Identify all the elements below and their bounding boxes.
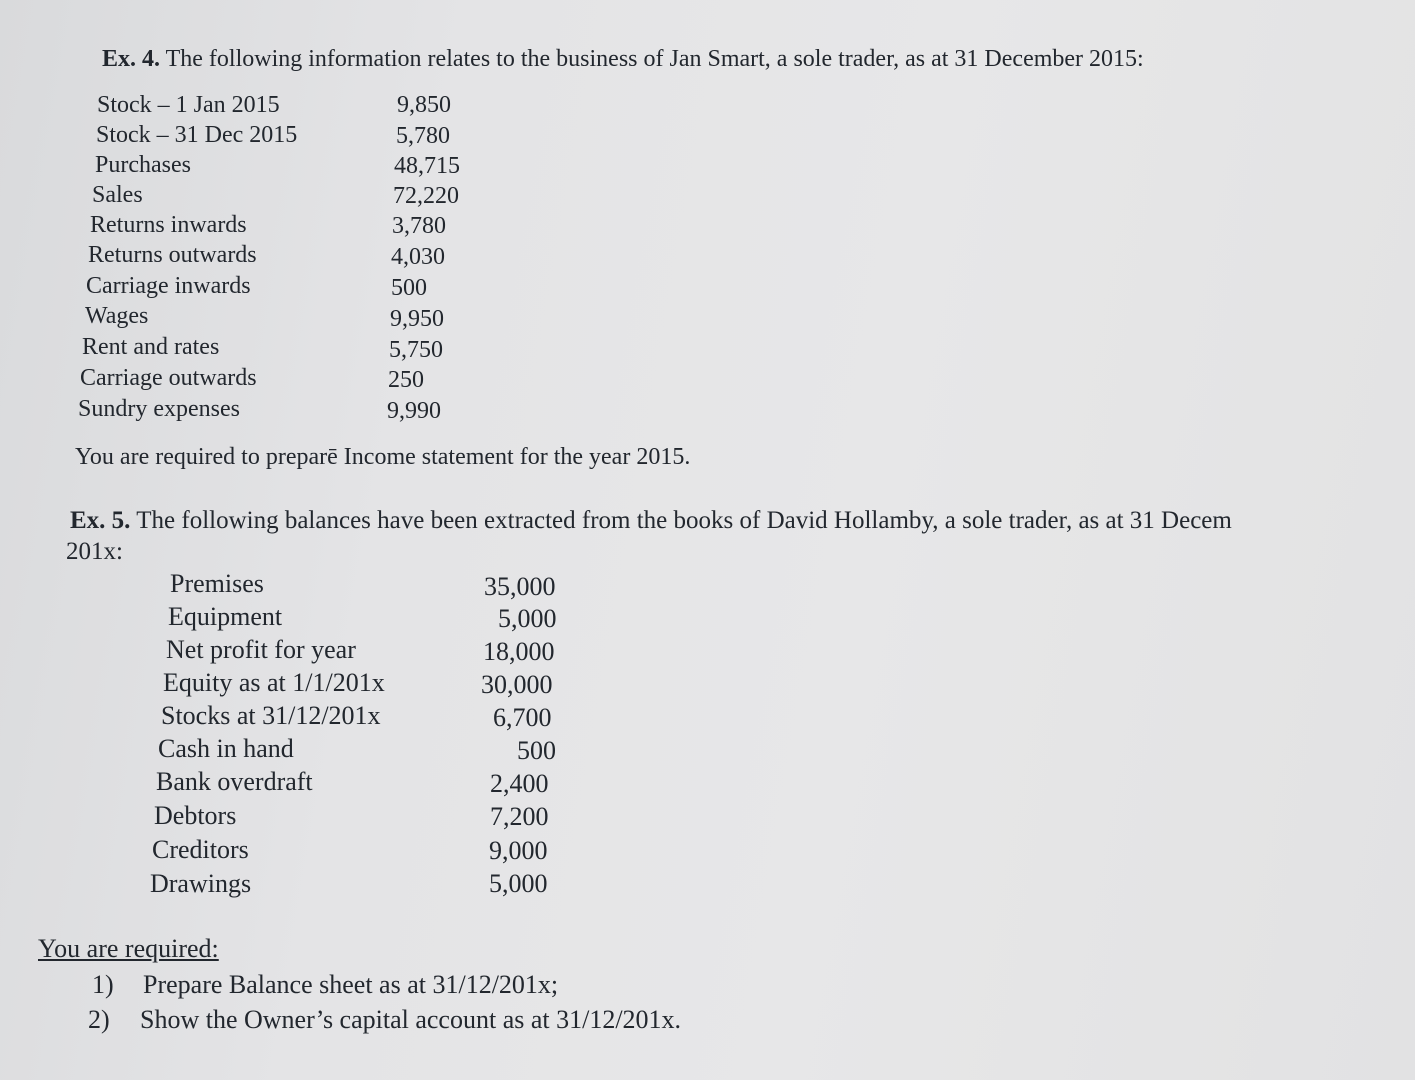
ex4-item-value: 9,950 [390, 306, 444, 332]
ex4-item-value: 9,850 [397, 92, 451, 118]
ex5-item-value: 5,000 [489, 869, 548, 898]
ex5-task-number: 1) [92, 970, 114, 999]
ex4-item-value: 5,780 [396, 123, 450, 149]
ex4-item-value: 72,220 [393, 183, 459, 209]
ex4-requirement: You are required to preparē Income statement for the year 2015. [75, 444, 691, 470]
ex5-item-value: 9,000 [489, 836, 548, 865]
ex5-item-label: Stocks at 31/12/201x [161, 701, 381, 730]
ex5-item-value: 7,200 [490, 802, 549, 831]
ex5-item-value: 18,000 [483, 637, 555, 666]
ex5-item-label: Debtors [154, 801, 237, 830]
ex4-item-label: Sales [92, 182, 143, 208]
ex5-task-text: Show the Owner’s capital account as at 31/12/201x. [140, 1005, 682, 1034]
ex5-item-label: Drawings [150, 869, 252, 898]
ex4-item-value: 5,750 [389, 337, 443, 363]
ex5-task-text: Prepare Balance sheet as at 31/12/201x; [143, 970, 559, 999]
ex4-item-value: 9,990 [387, 398, 441, 424]
ex5-item-value: 500 [517, 736, 556, 765]
ex5-item-value: 6,700 [493, 703, 552, 732]
ex5-task-number: 2) [88, 1005, 110, 1034]
ex5-heading-label: Ex. 5. [70, 507, 131, 534]
ex5-item-value: 35,000 [484, 572, 556, 601]
ex4-item-label: Returns outwards [88, 242, 257, 268]
ex5-item-label: Equipment [168, 602, 283, 631]
ex4-heading-label: Ex. 4. [102, 46, 161, 72]
ex4-heading-text: The following information relates to the business of Jan Smart, a sole trader, as at 31 December 2015: [165, 46, 1144, 72]
ex4-item-label: Purchases [95, 152, 191, 178]
ex5-item-value: 2,400 [490, 769, 549, 798]
ex5-item-label: Equity as at 1/1/201x [163, 668, 385, 697]
ex4-item-label: Wages [85, 303, 149, 329]
ex4-item-value: 500 [391, 275, 427, 301]
ex5-heading [70, 507, 1232, 535]
ex5-heading-text: The following balances have been extracted from the books of David Hollamby, a sole trader, as at 31 Decem [136, 507, 1232, 534]
ex5-item-label: Net profit for year [166, 635, 356, 664]
ex4-item-label: Stock – 1 Jan 2015 [97, 92, 280, 118]
ex4-item-label: Rent and rates [82, 334, 220, 360]
ex5-item-value: 30,000 [481, 670, 553, 699]
ex5-required-label: You are required: [38, 934, 219, 963]
ex4-item-value: 48,715 [394, 153, 460, 179]
ex5-item-value: 5,000 [498, 604, 557, 633]
ex4-heading [102, 46, 1144, 73]
ex5-heading-line2: 201x: [66, 538, 123, 565]
ex4-item-label: Carriage inwards [86, 273, 251, 299]
ex4-item-label: Carriage outwards [80, 365, 257, 391]
ex4-item-value: 3,780 [392, 213, 446, 239]
ex4-item-label: Returns inwards [90, 212, 247, 238]
ex5-item-label: Cash in hand [158, 734, 294, 763]
ex4-item-label: Stock – 31 Dec 2015 [96, 122, 298, 148]
ex4-item-label: Sundry expenses [78, 396, 240, 422]
ex5-item-label: Premises [170, 569, 264, 598]
ex5-item-label: Creditors [152, 835, 249, 864]
ex4-item-value: 250 [388, 367, 424, 393]
ex5-item-label: Bank overdraft [156, 767, 313, 796]
ex4-item-value: 4,030 [391, 244, 445, 270]
